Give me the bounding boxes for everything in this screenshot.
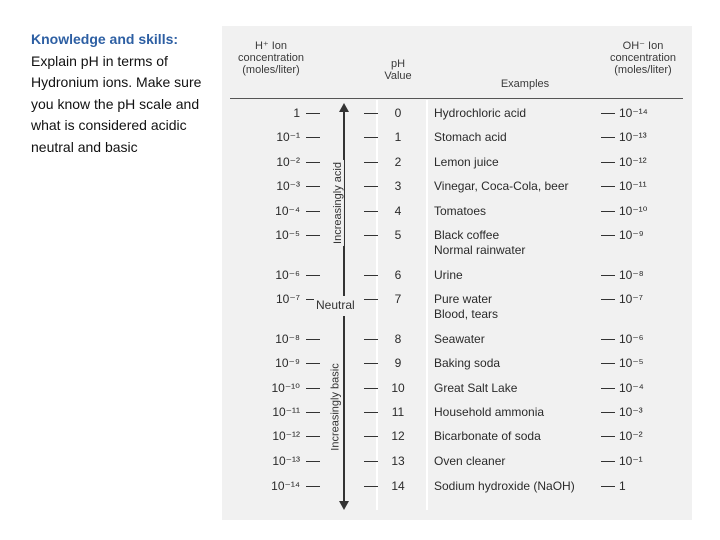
oh-ion-tick	[601, 388, 615, 389]
h-ion-tick	[306, 113, 320, 114]
oh-ion-tick	[601, 113, 615, 114]
oh-ion-value: 10⁻⁵	[619, 356, 644, 370]
oh-ion-tick	[601, 275, 615, 276]
example-text: Black coffee Normal rainwater	[434, 228, 526, 257]
example-text: Sodium hydroxide (NaOH)	[434, 479, 575, 493]
oh-ion-value: 10⁻²	[619, 429, 643, 443]
h-ion-tick	[306, 461, 320, 462]
ph-scale-table	[222, 26, 692, 520]
example-text: Great Salt Lake	[434, 381, 518, 395]
ph-tick	[364, 162, 378, 163]
header-divider	[230, 98, 683, 99]
h-ion-value: 10⁻¹⁴	[271, 479, 300, 493]
ph-value: 6	[394, 268, 402, 282]
table-row	[230, 381, 683, 401]
h-ion-value: 10⁻⁷	[275, 292, 300, 306]
ph-value: 7	[394, 292, 402, 306]
oh-ion-value: 10⁻⁴	[619, 381, 644, 395]
increasingly-basic-label: Increasingly basic	[329, 363, 342, 451]
ph-tick	[364, 299, 378, 300]
neutral-label: Neutral	[316, 298, 355, 312]
ph-tick	[364, 339, 378, 340]
oh-ion-value: 10⁻⁶	[619, 332, 644, 346]
ph-tick	[364, 363, 378, 364]
ph-tick	[364, 412, 378, 413]
example-text: Bicarbonate of soda	[434, 429, 541, 443]
ph-tick	[364, 186, 378, 187]
h-ion-value: 10⁻¹	[276, 130, 300, 144]
oh-ion-tick	[601, 211, 615, 212]
ph-value: 4	[394, 204, 402, 218]
oh-ion-tick	[601, 186, 615, 187]
oh-ion-value: 10⁻¹⁰	[619, 204, 648, 218]
increasingly-acid-label: Increasingly acid	[331, 162, 344, 244]
table-row	[230, 228, 683, 257]
example-text: Vinegar, Coca-Cola, beer	[434, 179, 569, 193]
ph-value-header: pH Value	[384, 58, 412, 82]
table-row	[230, 356, 683, 376]
notes-body: Explain pH in terms of Hydronium ions. Make sure you know the pH scale and what is considered acidic neutral and basic	[31, 52, 202, 155]
notes-heading: Knowledge and skills:	[31, 31, 179, 47]
h-ion-value: 10⁻¹²	[272, 429, 300, 443]
ph-value: 9	[394, 356, 402, 370]
example-text: Lemon juice	[434, 155, 499, 169]
ph-value: 1	[394, 130, 402, 144]
ph-tick	[364, 388, 378, 389]
ph-tick	[364, 486, 378, 487]
h-ion-value: 10⁻⁹	[275, 356, 300, 370]
oh-ion-tick	[601, 412, 615, 413]
h-ion-tick	[306, 412, 320, 413]
oh-ion-value: 10⁻⁸	[619, 268, 644, 282]
oh-ion-value: 10⁻⁷	[619, 292, 644, 306]
oh-ion-value: 10⁻⁹	[619, 228, 644, 242]
oh-ion-tick	[601, 299, 615, 300]
example-text: Household ammonia	[434, 405, 545, 419]
notes-panel	[31, 29, 216, 159]
example-text: Seawater	[434, 332, 485, 346]
h-ion-tick	[306, 388, 320, 389]
ph-value: 5	[394, 228, 402, 242]
h-ion-value: 1	[293, 106, 300, 120]
oh-ion-tick	[601, 137, 615, 138]
ph-tick	[364, 113, 378, 114]
ph-value: 0	[394, 106, 402, 120]
oh-ion-tick	[601, 162, 615, 163]
ph-value: 2	[394, 155, 402, 169]
table-row	[230, 454, 683, 474]
example-text: Urine	[434, 268, 463, 282]
h-ion-tick	[306, 436, 320, 437]
ph-tick	[364, 211, 378, 212]
oh-ion-value: 10⁻¹³	[619, 130, 647, 144]
oh-ion-value: 10⁻³	[619, 405, 643, 419]
ph-value: 14	[391, 479, 405, 493]
oh-ion-value: 10⁻¹¹	[619, 179, 647, 193]
examples-header: Examples	[500, 78, 550, 90]
oh-ion-tick	[601, 235, 615, 236]
example-text: Pure water Blood, tears	[434, 292, 499, 321]
h-ion-value: 10⁻¹⁰	[271, 381, 300, 395]
h-ion-value: 10⁻⁸	[275, 332, 300, 346]
h-ion-tick	[306, 186, 320, 187]
ph-value: 3	[394, 179, 402, 193]
h-ion-value: 10⁻⁴	[275, 204, 300, 218]
table-row	[230, 429, 683, 449]
ph-value: 8	[394, 332, 402, 346]
oh-ion-value: 1	[619, 479, 626, 493]
oh-ion-tick	[601, 486, 615, 487]
oh-ion-value: 10⁻¹	[619, 454, 643, 468]
ph-value: 11	[391, 405, 405, 419]
h-ion-value: 10⁻¹¹	[272, 405, 300, 419]
h-ion-tick	[306, 235, 320, 236]
table-row	[230, 106, 683, 126]
example-text: Oven cleaner	[434, 454, 506, 468]
table-row	[230, 155, 683, 175]
ph-value: 10	[391, 381, 405, 395]
table-row	[230, 130, 683, 150]
oh-ion-header: OH⁻ Ion concentration (moles/liter)	[609, 40, 677, 76]
ph-tick	[364, 235, 378, 236]
oh-ion-tick	[601, 436, 615, 437]
oh-ion-value: 10⁻¹²	[619, 155, 647, 169]
table-row	[230, 479, 683, 499]
h-ion-tick	[306, 137, 320, 138]
ph-tick	[364, 137, 378, 138]
ph-tick	[364, 461, 378, 462]
h-ion-value: 10⁻⁵	[275, 228, 300, 242]
h-ion-tick	[306, 162, 320, 163]
h-ion-tick	[306, 339, 320, 340]
table-row	[230, 268, 683, 288]
h-ion-tick	[306, 211, 320, 212]
h-ion-tick	[306, 363, 320, 364]
h-ion-value: 10⁻¹³	[272, 454, 300, 468]
oh-ion-tick	[601, 363, 615, 364]
oh-ion-value: 10⁻¹⁴	[619, 106, 648, 120]
table-row	[230, 292, 683, 321]
h-ion-value: 10⁻⁶	[275, 268, 300, 282]
example-text: Tomatoes	[434, 204, 487, 218]
ph-value: 12	[391, 429, 405, 443]
table-row	[230, 405, 683, 425]
oh-ion-tick	[601, 339, 615, 340]
example-text: Hydrochloric acid	[434, 106, 527, 120]
arrow-shaft-lower	[343, 316, 345, 502]
ph-tick	[364, 275, 378, 276]
ph-tick	[364, 436, 378, 437]
example-text: Stomach acid	[434, 130, 507, 144]
basic-arrow-head	[339, 501, 349, 510]
h-ion-tick	[306, 275, 320, 276]
table-row	[230, 332, 683, 352]
table-row	[230, 204, 683, 224]
oh-ion-tick	[601, 461, 615, 462]
h-ion-tick	[306, 486, 320, 487]
h-ion-header: H⁺ Ion concentration (moles/liter)	[237, 40, 305, 76]
h-ion-value: 10⁻²	[276, 155, 300, 169]
h-ion-value: 10⁻³	[276, 179, 300, 193]
table-row	[230, 179, 683, 199]
example-text: Baking soda	[434, 356, 501, 370]
ph-value: 13	[391, 454, 405, 468]
